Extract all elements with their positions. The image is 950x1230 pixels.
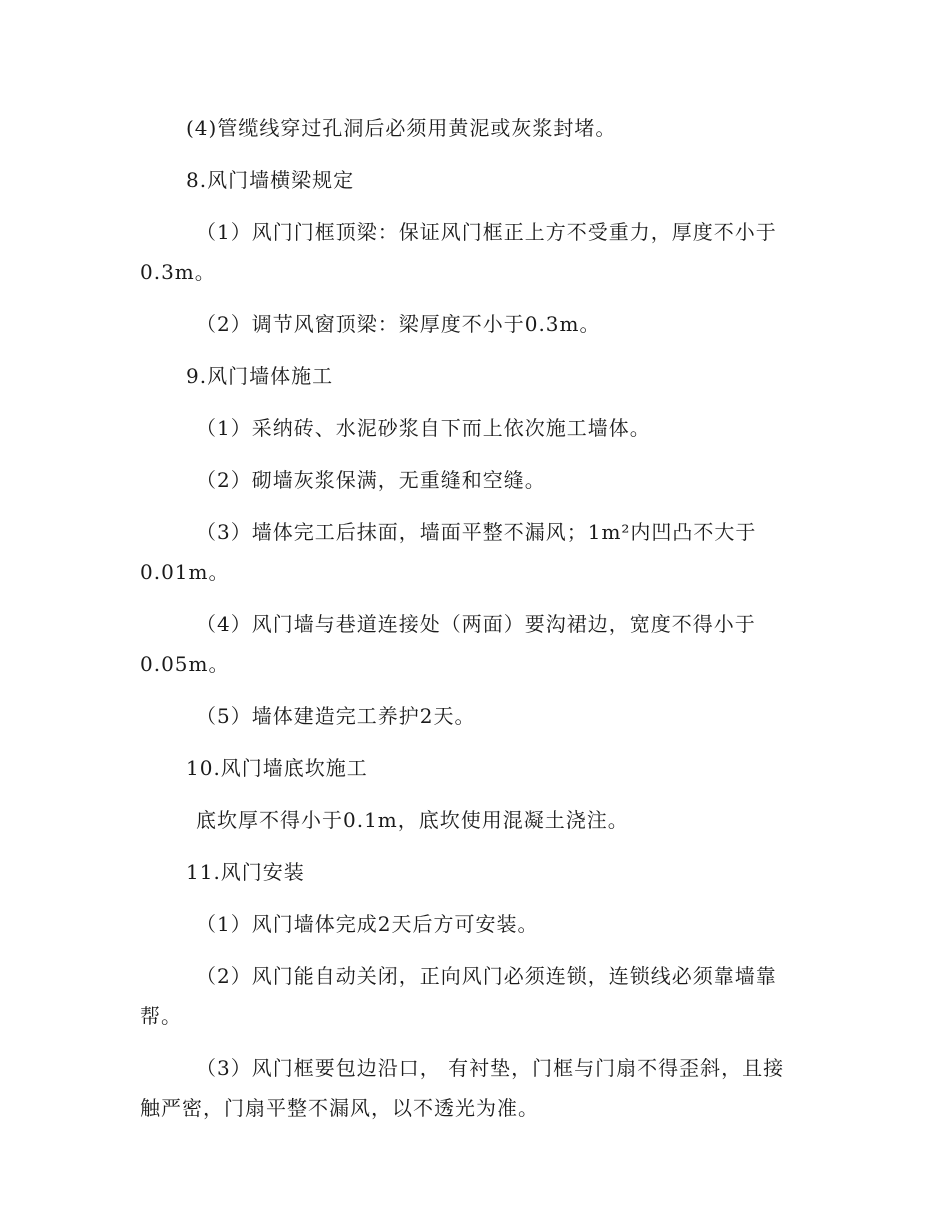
paragraph-line: （1）风门墙体完成2天后方可安装。 [196, 912, 539, 936]
paragraph-line: （2）调节风窗顶梁：梁厚度不小于0.3m。 [196, 312, 601, 336]
section-heading: 8.风门墙横梁规定 [186, 168, 355, 192]
paragraph-line: 帮。 [140, 1004, 182, 1028]
paragraph-line: （2）砌墙灰浆保满，无重缝和空缝。 [196, 468, 546, 492]
paragraph-line: （2）风门能自动关闭，正向风门必须连锁，连锁线必须靠墙靠 [196, 964, 777, 988]
paragraph-line: （1）采纳砖、水泥砂浆自下而上依次施工墙体。 [196, 416, 651, 440]
paragraph-line: （1）风门门框顶梁：保证风门框正上方不受重力，厚度不小于 [196, 220, 777, 244]
section-heading: 9.风门墙体施工 [186, 364, 334, 388]
paragraph-line: 0.01m。 [140, 560, 230, 584]
paragraph-line: （4）风门墙与巷道连接处（两面）要沟裙边，宽度不得小于 [196, 612, 756, 636]
paragraph-line: （5）墙体建造完工养护2天。 [196, 704, 476, 728]
paragraph-line: (4)管缆线穿过孔洞后必须用黄泥或灰浆封堵。 [186, 116, 617, 140]
paragraph-line: 底坎厚不得小于0.1m，底坎使用混凝土浇注。 [196, 808, 629, 832]
paragraph-line: 触严密，门扇平整不漏风，以不透光为准。 [140, 1096, 539, 1120]
section-heading: 11.风门安装 [186, 860, 305, 884]
paragraph-line: （3）墙体完工后抹面，墙面平整不漏风；1m²内凹凸不大于 [196, 520, 757, 544]
section-heading: 10.风门墙底坎施工 [186, 756, 368, 780]
paragraph-line: （3）风门框要包边沿口， 有衬垫，门框与门扇不得歪斜，且接 [196, 1056, 785, 1080]
paragraph-line: 0.3m。 [140, 260, 216, 284]
paragraph-line: 0.05m。 [140, 652, 230, 676]
